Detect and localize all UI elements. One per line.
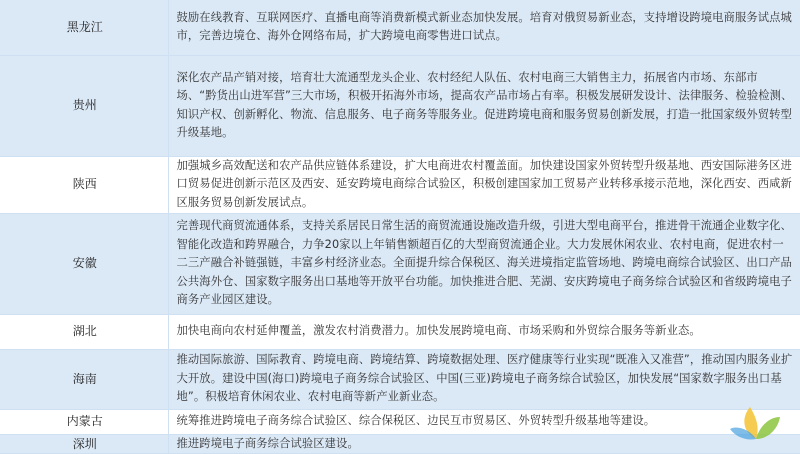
policy-cell: 统筹推进跨境电子商务综合试验区、综合保税区、边民互市贸易区、外贸转型升级基地等建设。 [168, 409, 800, 434]
table-row [0, 213, 800, 314]
table-row [0, 409, 800, 434]
table-row [0, 0, 800, 55]
region-cell: 湖北 [0, 314, 168, 349]
region-cell: 贵州 [0, 55, 168, 156]
region-cell: 内蒙古 [0, 409, 168, 434]
policy-cell: 加快电商向农村延伸覆盖，激发农村消费潜力。加快发展跨境电商、市场采购和外贸综合服务等新业态。 [168, 314, 800, 349]
policy-cell: 深化农产品产销对接，培育壮大流通型龙头企业、农村经纪人队伍、农村电商三大销售主力，拓展省内市场、东部市场、“黔货出山进军营”三大市场，积极开拓海外市场，提高农产品市场占有率。积极发展研发设计、法律服务、检验检测、知识产权、创新孵化、物流、信息服务、电子商务等服务业。促进跨境电商和服务贸易创新发展，打造一批国家级外贸转型升级基地。 [168, 55, 800, 156]
policy-cell: 推动国际旅游、国际教育、跨境电商、跨境结算、跨境数据处理、医疗健康等行业实现“既准入又准营”，推动国内服务业扩大开放。建设中国(海口)跨境电子商务综合试验区、中国(三亚)跨境电子商务综合试验区，加快发展“国家数字服务出口基地”。积极培育休闲农业、农村电商等新产业新业态。 [168, 349, 800, 409]
policy-cell: 鼓励在线教育、互联网医疗、直播电商等消费新模式新业态加快发展。培育对俄贸易新业态，支持增设跨境电商服务试点城市，完善边境仓、海外仓网络布局，扩大跨境电商零售进口试点。 [168, 0, 800, 55]
watermark-logo-icon [726, 393, 786, 445]
policy-cell: 完善现代商贸流通体系，支持关系居民日常生活的商贸流通设施改造升级，引进大型电商平台，推进骨干流通企业数字化、智能化改造和跨界融合，力争20家以上年销售额超百亿的大型商贸流通企业。大力发展休闲农业、农村电商，促进农村一二三产融合补链强链，丰富乡村经济业态。全面提升综合保税区、海关进境指定监管场地、跨境电商综合试验区、出口产品公共海外仓、国家数字服务出口基地等开放平台功能。加快推进合肥、芜湖、安庆跨境电子商务综合试验区和省级跨境电子商务产业园区建设。 [168, 213, 800, 314]
region-cell: 深圳 [0, 434, 168, 454]
region-cell: 海南 [0, 349, 168, 409]
region-cell: 黑龙江 [0, 0, 168, 55]
table-row [0, 314, 800, 349]
table-row [0, 434, 800, 454]
table-row [0, 156, 800, 213]
policy-cell: 推进跨境电子商务综合试验区建设。 [168, 434, 800, 454]
table-row [0, 55, 800, 156]
region-cell: 安徽 [0, 213, 168, 314]
region-cell: 陕西 [0, 156, 168, 213]
policy-cell: 加强城乡高效配送和农产品供应链体系建设，扩大电商进农村覆盖面。加快建设国家外贸转型升级基地、西安国际港务区进口贸易促进创新示范区及西安、延安跨境电商综合试验区，积极创建国家加工贸易产业转移承接示范地，深化西安、西咸新区服务贸易创新发展试点。 [168, 156, 800, 213]
table-row [0, 349, 800, 409]
